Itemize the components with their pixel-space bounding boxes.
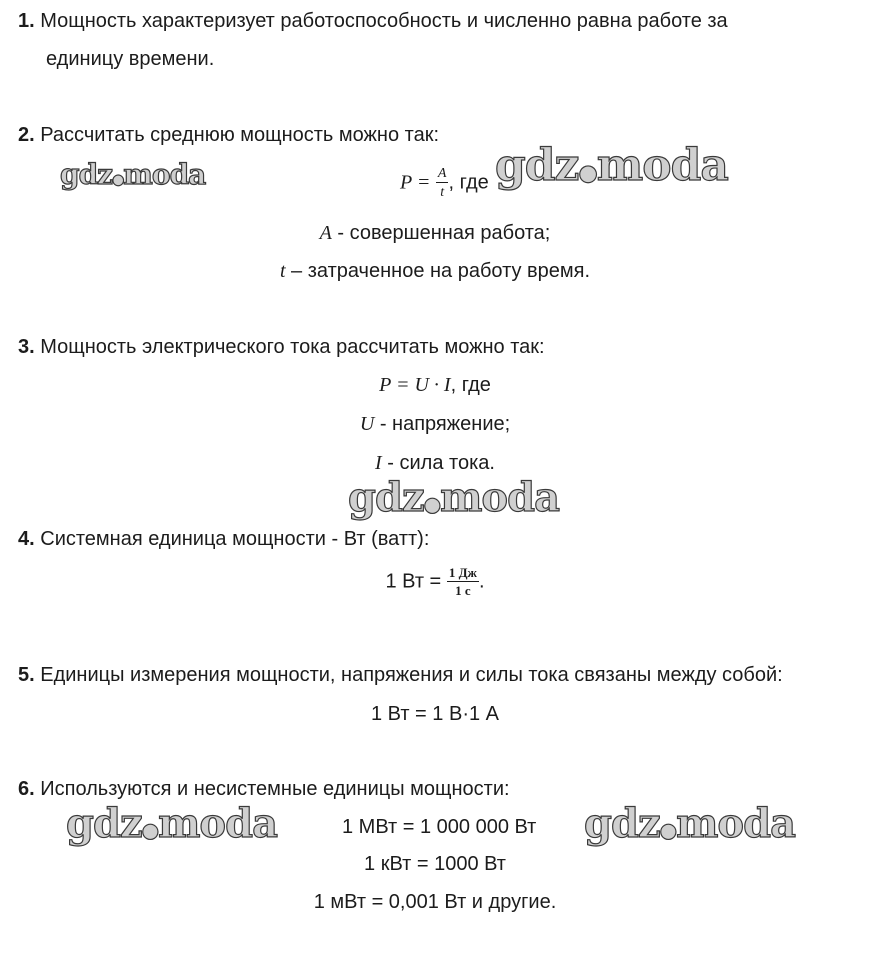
definition-line: [0, 452, 870, 475]
watermark-logo: gdz●moda: [348, 474, 559, 521]
unit-line-kilowatt: 1 кВт = 1000 Вт: [364, 853, 506, 875]
definition-symbol: U: [359, 413, 375, 435]
fraction-denominator: t: [440, 185, 445, 201]
item-2: [18, 124, 439, 147]
item-number: 3.: [18, 336, 35, 358]
definition-text: - сила тока.: [381, 452, 495, 474]
definition-symbol: I: [375, 452, 382, 474]
item-number: 6.: [18, 778, 35, 800]
formula-suffix: , где: [448, 171, 489, 194]
item-1: [18, 10, 728, 33]
item-text: Мощность электрического тока рассчитать можно так:: [40, 336, 545, 358]
formula-fraction: [436, 166, 449, 201]
item-text: Рассчитать среднюю мощность можно так:: [40, 124, 439, 146]
fraction-numerator: A: [436, 166, 449, 183]
unit-line-milliwatt: 1 мВт = 0,001 Вт и другие.: [313, 891, 557, 913]
definition-line: [0, 260, 870, 283]
item-6: [18, 778, 510, 801]
watermark-logo: gdz●moda: [495, 140, 728, 191]
item-1-line-2: единицу времени.: [46, 48, 215, 70]
item-number: 2.: [18, 124, 35, 146]
item-4: [18, 528, 429, 551]
definition-text: - напряжение;: [374, 413, 511, 435]
power-formula: [400, 166, 489, 201]
definition-text: – затраченное на работу время.: [285, 260, 591, 282]
formula-suffix: .: [478, 570, 485, 593]
units-relation-formula: 1 Вт = 1 В·1 А: [370, 703, 499, 725]
item-number: 1.: [18, 10, 35, 32]
watt-formula: [0, 566, 870, 599]
definition-line: [0, 222, 870, 245]
item-text: Системная единица мощности - Вт (ватт):: [40, 528, 430, 550]
definition-symbol: t: [279, 260, 286, 282]
definition-symbol: A: [319, 222, 332, 244]
formula-fraction: [447, 566, 479, 599]
watermark-logo: gdz●moda: [584, 800, 795, 847]
fraction-denominator: 1 с: [455, 583, 471, 599]
fraction-numerator: 1 Дж: [447, 566, 479, 582]
electric-power-formula: [0, 374, 870, 397]
item-3: [18, 336, 545, 359]
formula-expression: P = U · I: [379, 374, 451, 396]
formula-lhs: P =: [400, 171, 431, 194]
item-text: Используются и несистемные единицы мощности:: [40, 778, 510, 800]
watermark-logo: gdz●moda: [60, 158, 206, 191]
item-5: [18, 664, 783, 687]
definition-text: - совершенная работа;: [331, 222, 551, 244]
item-number: 4.: [18, 528, 35, 550]
watermark-logo: gdz●moda: [66, 800, 277, 847]
formula-lhs: 1 Вт =: [385, 570, 442, 593]
unit-line-megawatt: 1 МВт = 1 000 000 Вт: [342, 816, 537, 838]
item-text: Единицы измерения мощности, напряжения и силы тока связаны между собой:: [40, 664, 783, 686]
formula-suffix: , где: [450, 374, 491, 396]
item-number: 5.: [18, 664, 35, 686]
item-text: Мощность характеризует работоспособность и численно равна работе за: [40, 10, 728, 32]
definition-line: [0, 413, 870, 436]
